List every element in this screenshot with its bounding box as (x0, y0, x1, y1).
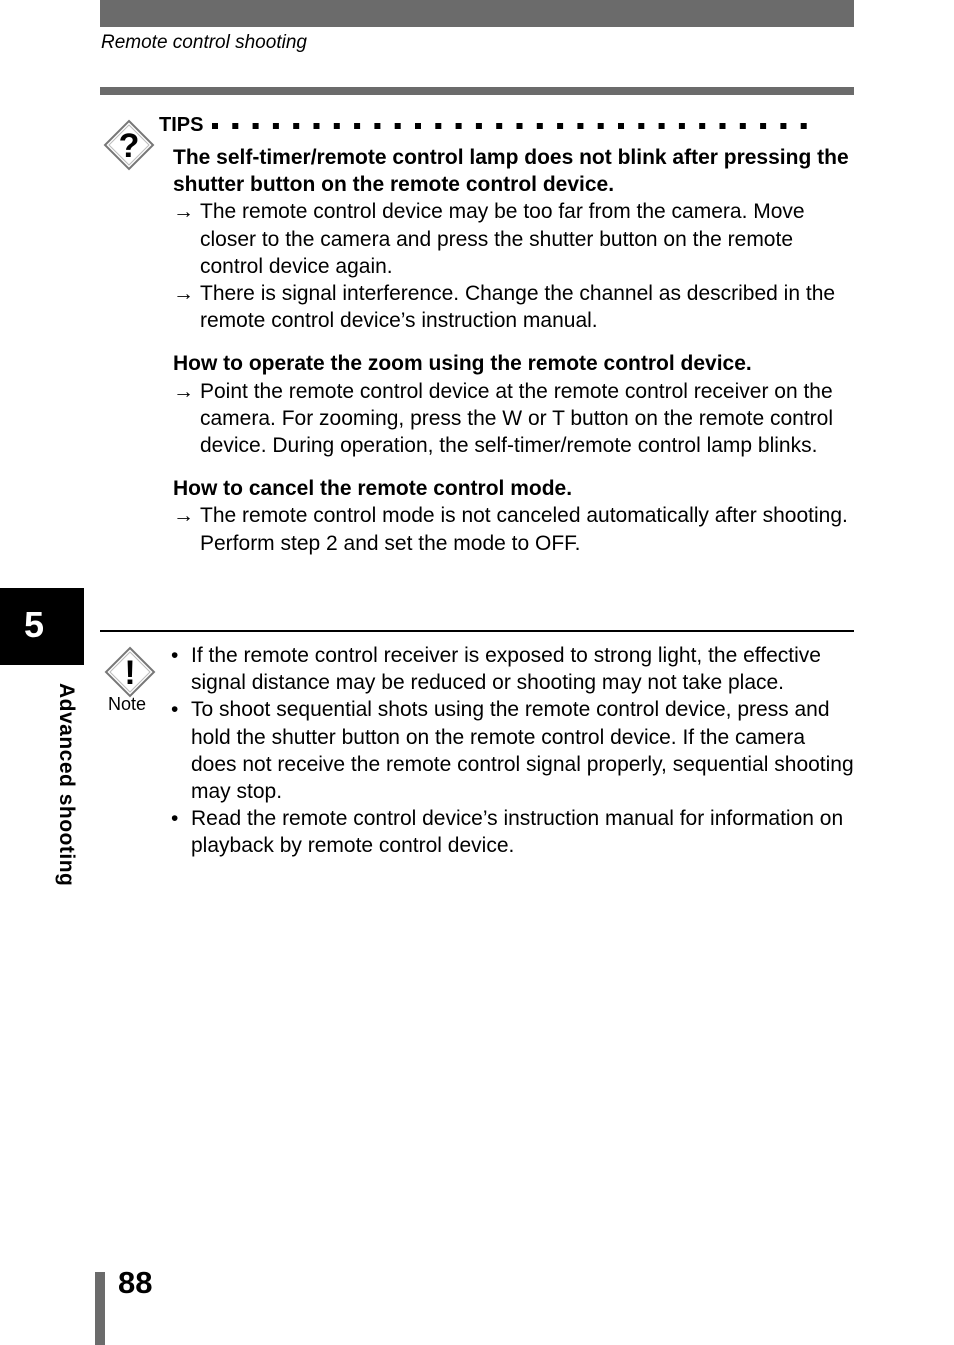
leader-dot (740, 123, 746, 129)
leader-dot (577, 123, 583, 129)
leader-dot (517, 123, 523, 129)
arrow-icon: → (173, 282, 194, 306)
tips-label: TIPS (159, 114, 204, 136)
header-bar (100, 0, 854, 27)
leader-dot (435, 123, 441, 129)
tips-question: How to cancel the remote control mode. (173, 477, 573, 501)
tips-group (173, 350, 858, 459)
svg-text:?: ? (118, 127, 140, 165)
leader-dot (415, 123, 421, 129)
exclamation-diamond-icon (104, 646, 156, 698)
bullet: • (171, 698, 179, 722)
page-number-bar (95, 1272, 105, 1345)
leader-dot (374, 123, 380, 129)
note-item: • If the remote control receiver is exposed to strong light, the effective signal distance may be reduced or shooting may not take place. (171, 644, 821, 695)
tips-question: How to operate the zoom using the remote control device. (173, 352, 752, 376)
header-rule (100, 87, 854, 95)
tips-answer: → The remote control mode is not canceled automatically after shooting. Perform step 2 and set the mode to OFF. (173, 504, 848, 555)
leader-dot (659, 123, 665, 129)
leader-dot (557, 123, 563, 129)
arrow-icon: → (173, 379, 194, 403)
tips-group (173, 475, 858, 557)
svg-text:!: ! (124, 654, 136, 692)
leader-dot (598, 123, 604, 129)
page-number: 88 (118, 1265, 153, 1300)
tips-answer: → Point the remote control device at the remote control receiver on the camera. For zooming, press the W or T button on the remote control device. During operation, the self-timer/remote control lamp blinks. (173, 379, 834, 458)
note-item: • To shoot sequential shots using the remote control device, press and hold the shutter button on the remote control device. If the camera does not receive the remote control signal properly, sequential shooting may stop. (171, 698, 854, 804)
note-label: Note (108, 694, 147, 714)
tips-dotted-leader (212, 123, 822, 129)
leader-dot (699, 123, 705, 129)
leader-dot (537, 123, 543, 129)
chapter-number: 5 (24, 604, 45, 645)
leader-dot (293, 123, 299, 129)
section-divider (100, 630, 854, 632)
chapter-tab (0, 588, 84, 665)
running-head: Remote control shooting (101, 32, 307, 53)
tips-question: The self-timer/remote control lamp does not blink after pressing the shutter button on the remote control device. (173, 146, 849, 197)
leader-dot (760, 123, 766, 129)
leader-dot (720, 123, 726, 129)
leader-dot (354, 123, 360, 129)
note-item: • Read the remote control device’s instruction manual for information on playback by remote control device. (171, 807, 844, 858)
leader-dot (496, 123, 502, 129)
arrow-icon: → (173, 200, 194, 224)
tips-content (173, 144, 858, 573)
tips-answer: → There is signal interference. Change the channel as described in the remote control device’s instruction manual. (173, 282, 836, 333)
chapter-title: Advanced shooting (55, 683, 78, 887)
leader-dot (679, 123, 685, 129)
leader-dot (273, 123, 279, 129)
tips-answer: → The remote control device may be too far from the camera. Move closer to the camera and press the shutter button on the remote control device again. (173, 200, 805, 278)
leader-dot (232, 123, 238, 129)
leader-dot (314, 123, 320, 129)
note-list (171, 642, 856, 860)
leader-dot (618, 123, 624, 129)
leader-dot (212, 123, 218, 129)
bullet: • (171, 807, 179, 831)
tips-group (173, 144, 858, 334)
leader-dot (334, 123, 340, 129)
leader-dot (638, 123, 644, 129)
leader-dot (253, 123, 259, 129)
leader-dot (801, 123, 807, 129)
leader-dot (476, 123, 482, 129)
question-diamond-icon (103, 119, 155, 171)
leader-dot (395, 123, 401, 129)
leader-dot (780, 123, 786, 129)
bullet: • (171, 644, 179, 667)
leader-dot (456, 123, 462, 129)
arrow-icon: → (173, 504, 194, 528)
